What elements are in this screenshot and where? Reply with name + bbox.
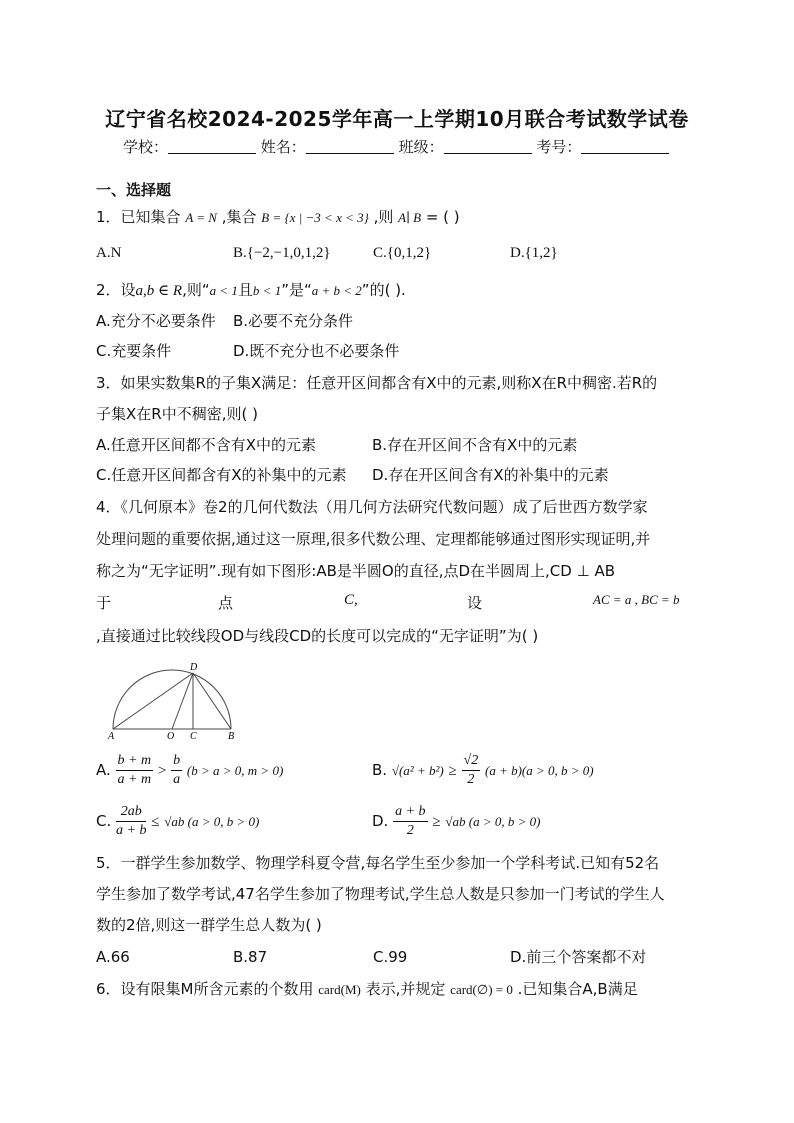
class-blank[interactable]: [444, 139, 532, 154]
q4-a-label: A.: [96, 761, 111, 779]
q4-d-rhs: √ab (a > 0, b > 0): [445, 814, 541, 829]
q2-option-a[interactable]: A.充分不必要条件: [96, 312, 216, 330]
q1-text-d: = ( ): [421, 208, 460, 226]
q4-d-frac: [393, 803, 427, 840]
q4-c-frac: [116, 803, 146, 840]
q2-option-d[interactable]: D.既不充分也不必要条件: [233, 342, 400, 360]
question-3-line-1: 3．如果实数集R的子集X满足：任意开区间都含有X中的元素,则称X在R中稠密.若R的: [96, 374, 658, 392]
q4-a-den-2: a: [173, 772, 181, 787]
q4-word-c: C,: [344, 592, 358, 608]
q4-d-ge: ≥: [432, 814, 441, 830]
q4-c-rhs: √ab (a > 0, b > 0): [164, 814, 260, 829]
q4-a-num-1: b + m: [116, 752, 154, 771]
name-blank[interactable]: [306, 139, 394, 154]
q1-set-b: B = {x | −3 < x < 3}: [261, 210, 369, 225]
question-3-line-2: 子集X在R中不稠密,则( ): [96, 405, 258, 423]
q4-d-label: D.: [372, 812, 389, 830]
label-d: D: [190, 662, 198, 673]
q4-option-b[interactable]: [372, 752, 594, 789]
q3-option-a[interactable]: A.任意开区间都不含有X中的元素: [96, 436, 317, 454]
radius-od: [172, 673, 193, 729]
class-label: 班级：: [398, 138, 444, 156]
q3-option-b[interactable]: B.存在开区间不含有X中的元素: [372, 436, 578, 454]
exam-no-blank[interactable]: [581, 139, 669, 154]
q4-b-frac: [462, 752, 481, 789]
q6-text-a: 6．设有限集M所含元素的个数用: [96, 980, 319, 998]
q2-cond-2: b < 1: [252, 283, 282, 298]
semicircle-figure: [105, 657, 240, 739]
question-5-line-3: 数的2倍,则这一群学生总人数为( ): [96, 916, 322, 934]
q3-option-c[interactable]: C.任意开区间都含有X的补集中的元素: [96, 466, 347, 484]
q4-option-a[interactable]: [96, 752, 283, 789]
q1-option-b[interactable]: B.{−2,−1,0,1,2}: [233, 245, 331, 261]
q4-a-gt: >: [157, 763, 167, 779]
q2-text-b: ,则“: [182, 281, 210, 299]
q6-card-m: card(M): [318, 982, 361, 997]
chord-ad: [113, 673, 193, 729]
q2-option-c[interactable]: C.充要条件: [96, 342, 172, 360]
q1-expr: A∣ B: [398, 210, 422, 225]
q1-option-c[interactable]: C.{0,1,2}: [373, 245, 432, 261]
q4-option-c[interactable]: [96, 803, 259, 840]
q3-option-d[interactable]: D.存在开区间含有X的补集中的元素: [372, 466, 609, 484]
exam-title: 辽宁省名校2024-2025学年高一上学期10月联合考试数学试卷: [105, 107, 689, 131]
q1-option-d[interactable]: D.{1,2}: [510, 245, 558, 261]
q6-text-c: .已知集合A,B满足: [512, 980, 638, 998]
question-4-line-5: ,直接通过比较线段OD与线段CD的长度可以完成的“无字证明”为( ): [96, 627, 539, 645]
q1-set-a: A = N: [185, 210, 217, 225]
q2-text-c: 且: [237, 281, 253, 299]
exam-no-label: 考号：: [536, 138, 582, 156]
section-heading: 一、选择题: [96, 181, 172, 199]
q4-option-d[interactable]: [372, 803, 540, 840]
question-4-line-1: 4．《几何原本》卷2的几何代数法（用几何方法研究代数问题）成了后世西方数学家: [96, 498, 648, 516]
q5-option-d[interactable]: D.前三个答案都不对: [510, 948, 647, 966]
label-a: A: [108, 731, 115, 739]
q4-b-label: B.: [372, 761, 388, 779]
q1-option-a[interactable]: A.N: [96, 245, 122, 261]
question-2-stem: [96, 280, 406, 301]
q4-word-dian: 点: [218, 594, 234, 612]
q5-option-c[interactable]: C.99: [373, 948, 408, 966]
q4-a-frac-2: [171, 752, 182, 789]
chord-bd: [193, 673, 231, 729]
q4-d-num: a + b: [393, 803, 427, 822]
q4-b-lhs: √(a² + b²): [391, 763, 444, 778]
name-label: 姓名：: [260, 138, 306, 156]
question-1-stem: [96, 207, 460, 228]
q2-vars: a,b ∈ R: [135, 283, 183, 299]
q2-cond-1: a < 1: [209, 283, 238, 298]
question-5-line-1: 5．一群学生参加数学、物理学科夏令营,每名学生至少参加一个学科考试.已知有52名: [96, 854, 660, 872]
q2-cond-3: a + b < 2: [311, 283, 362, 298]
q6-text-b: 表示,并规定: [360, 980, 451, 998]
q4-c-den: a + b: [116, 823, 147, 838]
q1-text-a: 1．已知集合: [96, 208, 186, 226]
q5-option-b[interactable]: B.87: [233, 948, 268, 966]
q4-c-le: ≤: [151, 814, 160, 830]
q2-text-e: ”的( ).: [361, 281, 406, 299]
q4-b-cond: (a + b)(a > 0, b > 0): [484, 763, 594, 778]
q4-a-num-2: b: [171, 752, 182, 771]
q4-c-label: C.: [96, 812, 112, 830]
label-o: O: [167, 731, 175, 739]
student-info-row: [123, 136, 669, 157]
q6-card-empty: card(∅) = 0: [450, 982, 513, 997]
semicircle-arc: [113, 670, 231, 729]
q1-text-c: ,则: [368, 208, 399, 226]
question-5-line-2: 学生参加了数学考试,47名学生参加了物理考试,学生总人数是只参加一门考试的学生人: [96, 885, 665, 903]
q4-a-frac-1: [116, 752, 154, 789]
q5-option-a[interactable]: A.66: [96, 948, 130, 966]
question-4-line-4: [96, 592, 696, 612]
q4-b-den: 2: [467, 772, 475, 787]
q1-text-b: ,集合: [216, 208, 262, 226]
question-4-line-2: 处理问题的重要依据,通过这一原理,很多代数公理、定理都能够通过图形实现证明,并: [96, 530, 651, 548]
school-blank[interactable]: [168, 139, 256, 154]
q4-b-ge: ≥: [448, 763, 457, 779]
q4-a-den-1: a + m: [117, 772, 152, 787]
q4-c-num: 2ab: [116, 803, 146, 822]
q2-option-b[interactable]: B.必要不充分条件: [233, 312, 354, 330]
question-4-line-3: 称之为“无字证明”.现有如下图形:AB是半圆O的直径,点D在半圆周上,CD ⊥ AB: [96, 562, 615, 580]
q4-d-den: 2: [406, 823, 414, 838]
q2-text-a: 2．设: [96, 281, 136, 299]
q2-text-d: ”是“: [281, 281, 312, 299]
q4-word-ac-bc: AC = a , BC = b: [593, 592, 680, 607]
label-b: B: [228, 731, 235, 739]
q4-a-cond: (b > a > 0, m > 0): [186, 763, 284, 778]
q4-b-num: √2: [462, 752, 481, 771]
label-c: C: [190, 731, 197, 739]
q4-word-she: 设: [467, 594, 483, 612]
question-6-stem: [96, 979, 638, 1000]
school-label: 学校：: [123, 138, 169, 156]
q4-word-yu: 于: [96, 594, 112, 612]
